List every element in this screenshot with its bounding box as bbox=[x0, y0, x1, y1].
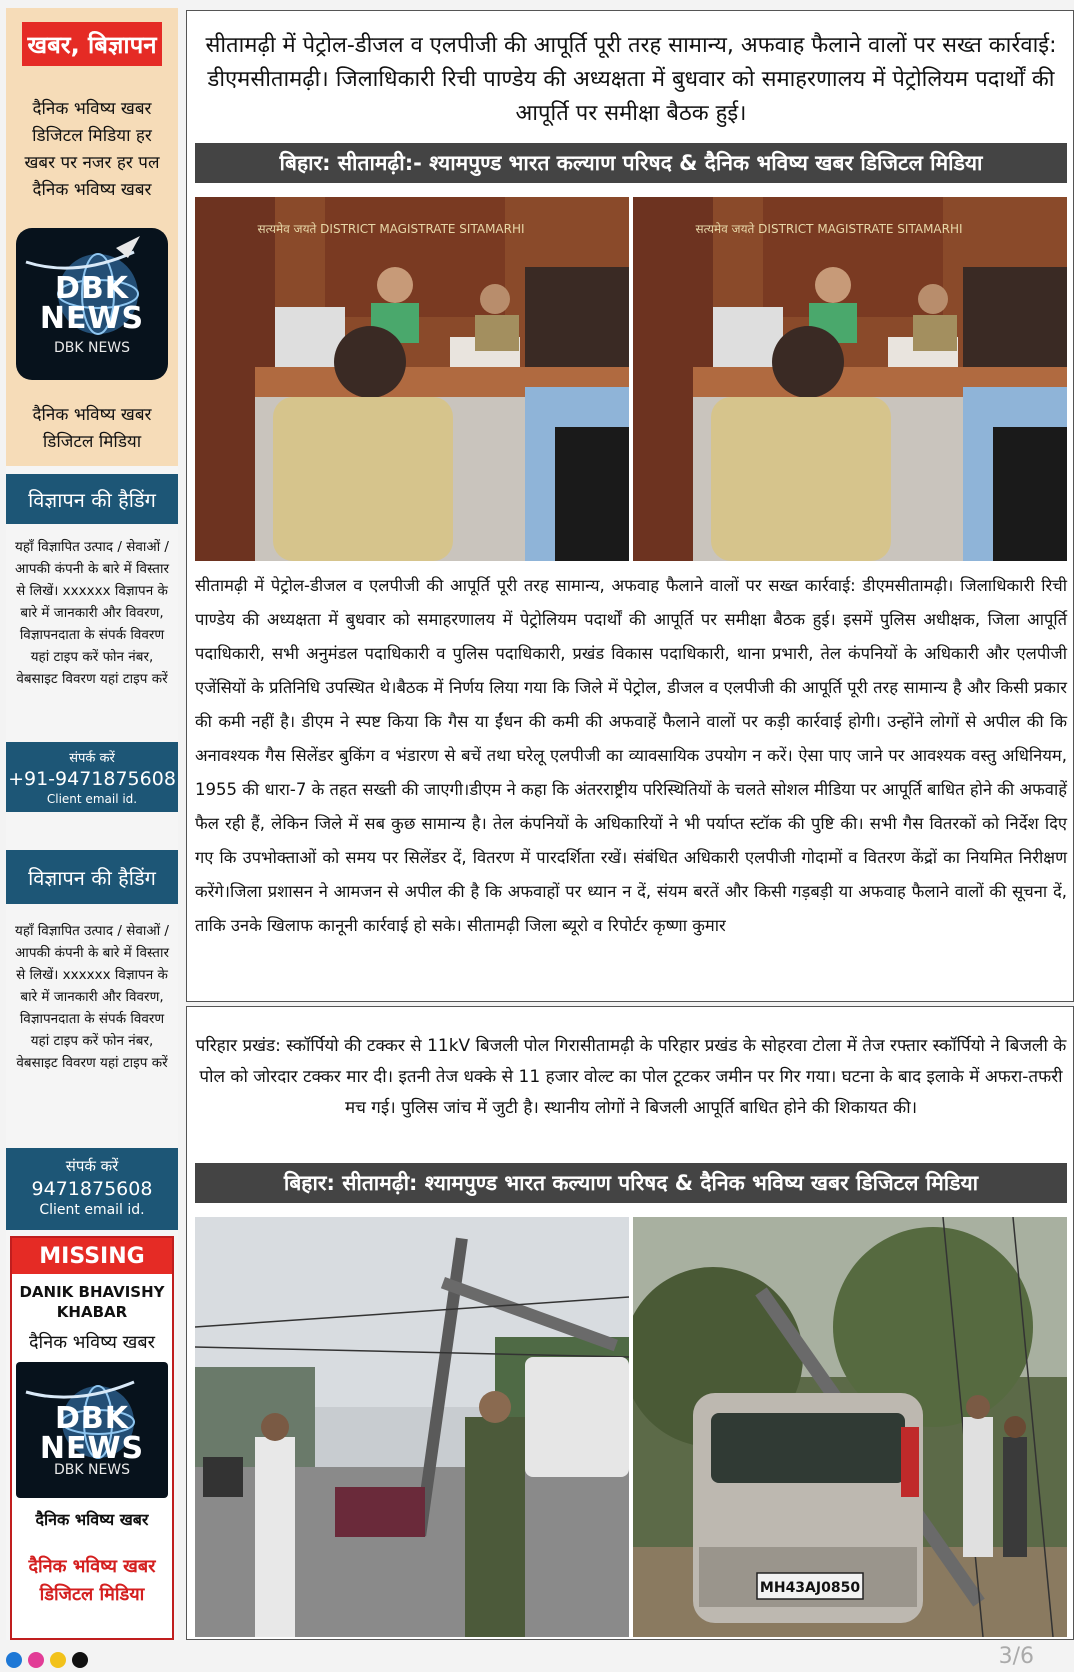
page-footer bbox=[0, 1644, 1074, 1672]
intro-line: खबर पर नजर हर पल bbox=[24, 153, 160, 173]
logo-wordmark: DBK NEWS bbox=[39, 1401, 145, 1466]
logo-subtitle: DBK NEWS bbox=[53, 340, 131, 356]
scorpio-photo-illustration bbox=[633, 1217, 1067, 1637]
color-dot bbox=[72, 1652, 88, 1668]
logo-subtitle: DBK NEWS bbox=[53, 1462, 131, 1478]
logo-wordmark: DBK NEWS bbox=[39, 271, 145, 336]
missing-caption-red bbox=[12, 1553, 172, 1609]
missing-name-line: DANIK BHAVISHY bbox=[19, 1283, 165, 1301]
contact-label: संपर्क करें bbox=[65, 1157, 119, 1175]
sidebar-header-block bbox=[6, 8, 178, 466]
ad-heading: विज्ञापन की हैडिंग bbox=[6, 474, 178, 524]
sidebar-intro bbox=[6, 96, 178, 204]
article-photo-fallen-pole[interactable] bbox=[195, 1217, 629, 1637]
intro-line: दैनिक भविष्य खबर bbox=[32, 180, 152, 200]
article-banner: बिहार: सीतामढ़ी: श्यामपुण्ड भारत कल्याण परिषद & दैनिक भविष्य खबर डिजिटल मिडिया bbox=[195, 1163, 1067, 1203]
article-photo-scorpio[interactable] bbox=[633, 1217, 1067, 1637]
article-headline[interactable]: सीतामढ़ी में पेट्रोल-डीजल व एलपीजी की आपूर्ति पूरी तरह सामान्य, अफवाह फैलाने वालों पर सख्त कार्रवाई: डीएमसीतामढ़ी। जिलाधिकारी रिची पाण्डेय की अध्यक्षता में बुधवार को समाहरणालय में पेट्रोलियम पदार्थों की आपूर्ति पर समीक्षा बैठक हुई। bbox=[205, 33, 1057, 126]
page-number: 3/6 bbox=[998, 1644, 1034, 1669]
ad-contact-box[interactable] bbox=[6, 1148, 178, 1230]
article-photo-meeting[interactable] bbox=[195, 197, 629, 561]
under-logo-line: डिजिटल मिडिया bbox=[42, 432, 142, 452]
meeting-photo-illustration bbox=[633, 197, 1067, 561]
missing-name bbox=[12, 1282, 172, 1322]
missing-heading: MISSING bbox=[12, 1238, 172, 1274]
missing-hindi: दैनिक भविष्य खबर bbox=[29, 1332, 155, 1353]
missing-box bbox=[10, 1236, 174, 1640]
contact-phone[interactable]: 9471875608 bbox=[31, 1178, 153, 1200]
license-plate-text: MH43AJ0850 bbox=[759, 1580, 861, 1596]
dbk-news-logo[interactable] bbox=[16, 1362, 168, 1498]
article-panel-pole-accident bbox=[186, 1006, 1074, 1640]
sidebar bbox=[6, 8, 178, 1640]
color-dot bbox=[50, 1652, 66, 1668]
missing-caption: दैनिक भविष्य खबर bbox=[35, 1510, 149, 1529]
article-body: सीतामढ़ी में पेट्रोल-डीजल व एलपीजी की आपूर्ति पूरी तरह सामान्य, अफवाह फैलाने वालों पर सख्त कार्रवाई: डीएमसीतामढ़ी। जिलाधिकारी रिची पाण्डेय की अध्यक्षता में बुधवार को समाहरणालय में पेट्रोलियम पदार्थों की आपूर्ति पर समीक्षा बैठक हुई। इसमें पुलिस अधीक्षक, जिला आपूर्ति पदाधिकारी, सभी अनुमंडल पदाधिकारी व पुलिस पदाधिकारी, प्रखंड विकास पदाधिकारी, थाना प्रभारी, तेल कंपनियों के अधिकारी और एलपीजी एजेंसियों के प्रतिनिधि उपस्थित थे।बैठक में निर्णय लिया गया कि जिले में पेट्रोल, डीजल व एलपीजी की आपूर्ति पूरी तरह सामान्य है और किसी प्रकार की कमी नहीं है। डीएम ने स्पष्ट किया कि गैस या ईंधन की कमी की अफवाहें फैलाने वालों पर कड़ी कार्रवाई होगी। उन्होंने लोगों से अपील की कि अनावश्यक गैस सिलेंडर बुकिंग व भंडारण से बचें तथा घरेलू एलपीजी का व्यावसायिक उपयोग न करें। ऐसा पाए जाने पर आवश्यक वस्तु अधिनियम, 1955 की धारा-7 के तहत सख्ती की जाएगी।डीएम ने कहा कि अंतरराष्ट्रीय परिस्थितियों के चलते सोशल मीडिया पर आपूर्ति बाधित होने की अफवाहें फैल रही हैं, लेकिन जिले में सब कुछ सामान्य है। तेल कंपनियों के अधिकारियों ने भी पर्याप्त स्टॉक की पुष्टि की। सभी गैस वितरकों को निर्देश दिए गए कि उपभोक्ताओं को समय पर सिलेंडर दें, वितरण में पारदर्शिता रखें। संबंधित अधिकारी एलपीजी गोदामों व वितरण केंद्रों का नियमित निरीक्षण करेंगे।जिला प्रशासन ने आमजन से अपील की है कि अफवाहों पर ध्यान न दें, संयम बरतें और किसी गड़बड़ी या अफवाह फैलाने वालों की सूचना दें, ताकि उनके खिलाफ कानूनी कार्रवाई हो सके। सीतामढ़ी जिला ब्यूरो व रिपोर्टर कृष्णा कुमार bbox=[195, 576, 1067, 935]
article-photo-meeting[interactable] bbox=[633, 197, 1067, 561]
category-tag: खबर, बिज्ञापन bbox=[22, 22, 162, 66]
ad-contact-box[interactable] bbox=[6, 742, 178, 812]
missing-caption-line: दैनिक भविष्य खबर bbox=[28, 1556, 156, 1577]
photo-sign-text: सत्यमेव जयते DISTRICT MAGISTRATE SITAMARHI bbox=[257, 222, 525, 236]
ad-heading: विज्ञापन की हैडिंग bbox=[6, 850, 178, 904]
color-dot bbox=[28, 1652, 44, 1668]
color-dot bbox=[6, 1652, 22, 1668]
missing-name-line: KHABAR bbox=[56, 1303, 128, 1321]
fallen-pole-photo-illustration bbox=[195, 1217, 629, 1637]
article-banner: बिहार: सीतामढ़ी:- श्यामपुण्ड भारत कल्याण परिषद & दैनिक भविष्य खबर डिजिटल मिडिया bbox=[195, 143, 1067, 183]
dbk-news-logo[interactable] bbox=[16, 228, 168, 380]
contact-email[interactable]: Client email id. bbox=[39, 1202, 145, 1218]
ad-body: यहाँ विज्ञापित उत्पाद / सेवाओं / आपकी कंपनी के बारे में विस्तार से लिखें। xxxxxx विज्ञापन के बारे में जानकारी और विवरण, विज्ञापनदाता के संपर्क विवरण यहां टाइप करें फोन नंबर, वेबसाइट विवरण यहां टाइप करें bbox=[15, 539, 169, 687]
article-panel-fuel-supply bbox=[186, 10, 1074, 1002]
intro-line: डिजिटल मिडिया हर bbox=[32, 126, 152, 146]
intro-line: दैनिक भविष्य खबर bbox=[32, 99, 152, 119]
ad-body: यहाँ विज्ञापित उत्पाद / सेवाओं / आपकी कंपनी के बारे में विस्तार से लिखें। xxxxxx विज्ञापन के बारे में जानकारी और विवरण, विज्ञापनदाता के संपर्क विवरण यहां टाइप करें फोन नंबर, वेबसाइट विवरण यहां टाइप करें bbox=[15, 923, 169, 1071]
sidebar-under-logo bbox=[6, 402, 178, 456]
contact-phone[interactable]: +91-9471875608 bbox=[8, 768, 176, 790]
contact-label: संपर्क करें bbox=[69, 751, 115, 766]
article-text[interactable]: परिहार प्रखंड: स्कॉर्पियो की टक्कर से 11kV बिजली पोल गिरासीतामढ़ी के परिहार प्रखंड के सोहरवा टोला में तेज रफ्तार स्कॉर्पियो ने बिजली के पोल को जोरदार टक्कर मार दी। इतनी तेज धक्के से 11 हजार वोल्ट का पोल टूटकर जमीन पर गिर गया। घटना के बाद इलाके में अफरा-तफरी मच गई। पुलिस जांच में जुटी है। स्थानीय लोगों ने बिजली आपूर्ति बाधित होने की शिकायत की। bbox=[195, 1036, 1067, 1118]
photo-sign-text: सत्यमेव जयते DISTRICT MAGISTRATE SITAMARHI bbox=[695, 222, 963, 236]
missing-caption-line: डिजिटल मिडिया bbox=[39, 1584, 145, 1605]
under-logo-line: दैनिक भविष्य खबर bbox=[32, 405, 152, 425]
contact-email[interactable]: Client email id. bbox=[46, 792, 138, 806]
meeting-photo-illustration bbox=[195, 197, 629, 561]
